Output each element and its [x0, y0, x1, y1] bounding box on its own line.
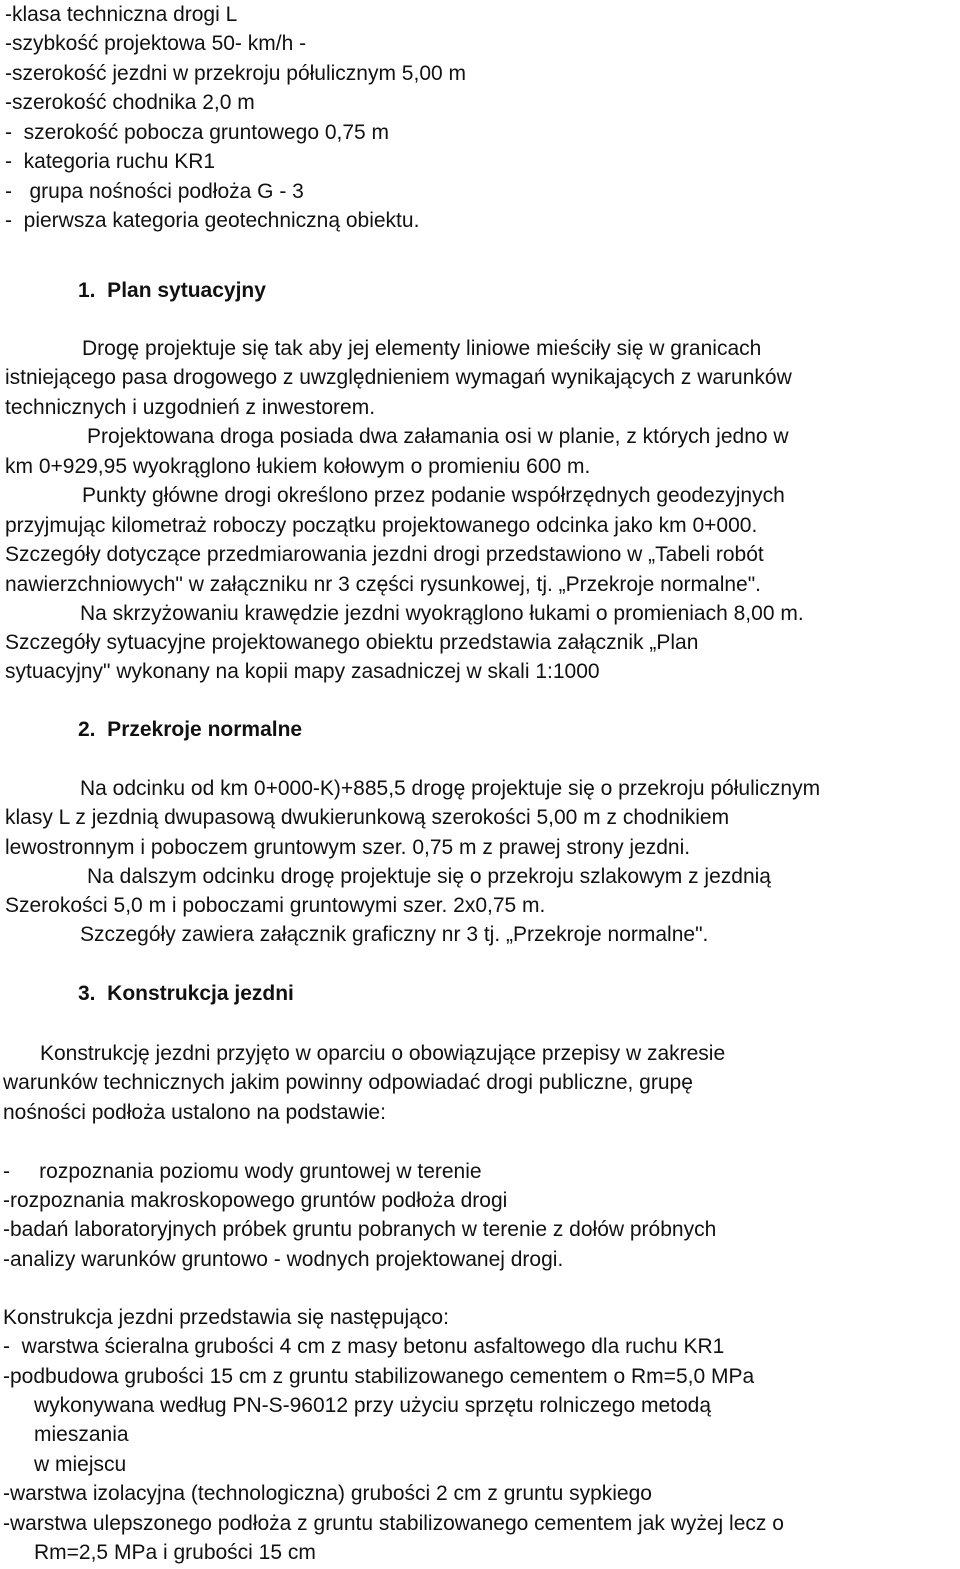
layer-item-continuation: w miejscu [34, 1453, 127, 1476]
param-line: - kategoria ruchu KR1 [5, 150, 216, 173]
paragraph-line: nawierzchniowych" w załączniku nr 3 części rysunkowej, tj. „Przekroje normalne". [5, 573, 762, 596]
paragraph-line: przyjmując kilometraż roboczy początku projektowanego odcinka jako km 0+000. [5, 514, 758, 537]
paragraph-line: technicznych i uzgodnień z inwestorem. [5, 396, 376, 419]
paragraph-line: Punkty główne drogi określono przez podanie współrzędnych geodezyjnych [82, 484, 785, 507]
paragraph-line: Na dalszym odcinku drogę projektuje się o przekroju szlakowym z jezdnią [87, 865, 771, 888]
paragraph-line: warunków technicznych jakim powinny odpowiadać drogi publiczne, grupę [3, 1071, 693, 1094]
layer-item-continuation: wykonywana według PN-S-96012 przy użyciu sprzętu rolniczego metodą [34, 1394, 712, 1417]
param-line: -szerokość jezdni w przekroju półulicznym 5,00 m [5, 62, 467, 85]
section-heading-pavement: 3. Konstrukcja jezdni [78, 982, 294, 1005]
param-line: - szerokość pobocza gruntowego 0,75 m [5, 121, 390, 144]
paragraph-line: Na skrzyżowaniu krawędzie jezdni wyokrąglono łukami o promieniach 8,00 m. [80, 602, 804, 625]
section-heading-plan: 1. Plan sytuacyjny [78, 279, 266, 302]
paragraph-line: Szczegóły zawiera załącznik graficzny nr 3 tj. „Przekroje normalne". [80, 923, 709, 946]
basis-item: -rozpoznania makroskopowego gruntów podłoża drogi [3, 1189, 508, 1212]
layer-item: -podbudowa grubości 15 cm z gruntu stabilizowanego cementem o Rm=5,0 MPa [3, 1365, 755, 1388]
param-line: -szybkość projektowa 50- km/h - [5, 32, 307, 55]
paragraph-line: Szczegóły sytuacyjne projektowanego obiektu przedstawia załącznik „Plan [5, 631, 699, 654]
basis-item: -badań laboratoryjnych próbek gruntu pobranych w terenie z dołów próbnych [3, 1218, 717, 1241]
paragraph-line: Szerokości 5,0 m i poboczami gruntowymi szer. 2x0,75 m. [5, 894, 546, 917]
paragraph-line: nośności podłoża ustalono na podstawie: [3, 1101, 386, 1124]
paragraph-line: klasy L z jezdnią dwupasową dwukierunkową szerokości 5,00 m z chodnikiem [5, 806, 730, 829]
param-line: - grupa nośności podłoża G - 3 [5, 180, 304, 203]
param-line: - pierwsza kategoria geotechniczną obiektu. [5, 209, 420, 232]
paragraph-line: km 0+929,95 wyokrąglono łukiem kołowym o promieniu 600 m. [5, 455, 591, 478]
layer-item: -warstwa ulepszonego podłoża z gruntu stabilizowanego cementem jak wyżej lecz o [3, 1512, 784, 1535]
paragraph-line: Szczegóły dotyczące przedmiarowania jezdni drogi przedstawiono w „Tabeli robót [5, 543, 764, 566]
paragraph-line: Projektowana droga posiada dwa załamania osi w planie, z których jedno w [87, 425, 789, 448]
basis-item: -analizy warunków gruntowo - wodnych projektowanej drogi. [3, 1248, 564, 1271]
layers-intro: Konstrukcja jezdni przedstawia się następująco: [3, 1306, 449, 1329]
paragraph-line: Konstrukcję jezdni przyjęto w oparciu o obowiązujące przepisy w zakresie [40, 1042, 726, 1065]
paragraph-line: Na odcinku od km 0+000-K)+885,5 drogę projektuje się o przekroju półulicznym [80, 777, 821, 800]
basis-item: - rozpoznania poziomu wody gruntowej w terenie [3, 1160, 482, 1183]
paragraph-line: sytuacyjny" wykonany na kopii mapy zasadniczej w skali 1:1000 [5, 660, 600, 683]
param-line: -szerokość chodnika 2,0 m [5, 91, 255, 114]
paragraph-line: lewostronnym i poboczem gruntowym szer. 0,75 m z prawej strony jezdni. [5, 836, 691, 859]
paragraph-line: Drogę projektuje się tak aby jej elementy liniowe mieściły się w granicach [82, 337, 762, 360]
layer-item-continuation: mieszania [34, 1423, 129, 1446]
layer-item: -warstwa izolacyjna (technologiczna) grubości 2 cm z gruntu sypkiego [3, 1482, 652, 1505]
paragraph-line: istniejącego pasa drogowego z uwzględnieniem wymagań wynikających z warunków [5, 366, 792, 389]
param-line: -klasa techniczna drogi L [5, 3, 238, 26]
layer-item-continuation: Rm=2,5 MPa i grubości 15 cm [34, 1541, 316, 1564]
layer-item: - warstwa ścieralna grubości 4 cm z masy betonu asfaltowego dla ruchu KR1 [3, 1335, 725, 1358]
section-heading-cross-sections: 2. Przekroje normalne [78, 718, 303, 741]
